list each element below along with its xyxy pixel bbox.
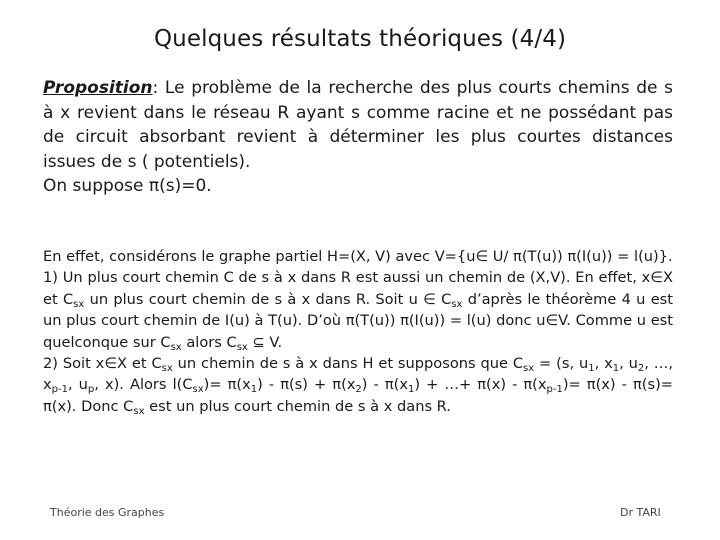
- text-fragment: , u: [67, 376, 88, 394]
- subscript: p-1: [546, 384, 563, 396]
- text-fragment: un chemin de s à x dans H et supposons que C: [172, 355, 524, 373]
- text-fragment: alors C: [181, 333, 237, 351]
- text-fragment: ⊆ V.: [247, 333, 283, 351]
- text-fragment: , u: [619, 355, 638, 373]
- subscript: sx: [451, 298, 463, 310]
- proof-intro: En effet, considérons le graphe partiel H=(X, V) avec V={u∈ U/ π(T(u)) π(I(u)) = l(u)}.: [43, 248, 673, 265]
- proposition-block: [43, 76, 673, 199]
- proof-part-1: [43, 267, 673, 353]
- proof-block: [43, 246, 673, 417]
- text-fragment: est un plus court chemin de s à x dans R.: [144, 397, 451, 415]
- proposition-paragraph: [43, 76, 673, 174]
- subscript: sx: [192, 384, 204, 396]
- footer-author: Dr TARI: [620, 506, 661, 519]
- footer-course-title: Théorie des Graphes: [50, 506, 165, 519]
- proposition-text: : Le problème de la recherche des plus courts chemins de s à x revient dans le réseau R ayant s comme racine et ne possédant pas de circuit absorbant revient à déterminer les plus courtes distances issues de s ( potentiels).: [43, 78, 673, 172]
- subscript: 1: [612, 363, 620, 375]
- text-fragment: = (s, u: [534, 355, 589, 373]
- text-fragment: , …, x: [43, 355, 674, 394]
- subscript: sx: [73, 298, 85, 310]
- subscript: 1: [407, 384, 415, 396]
- subscript: sx: [133, 405, 145, 417]
- subscript: p-1: [51, 384, 68, 396]
- subscript: sx: [523, 363, 535, 375]
- proof-part-2: [43, 353, 673, 417]
- text-fragment: ) + …+ π(x) - π(x: [414, 376, 547, 394]
- text-fragment: , x: [594, 355, 613, 373]
- text-fragment: )= π(x: [203, 376, 251, 394]
- text-fragment: )= π(x) - π(s)= π(x). Donc C: [43, 376, 673, 415]
- text-fragment: d’après le théorème 4 u est un plus court chemin de I(u) à T(u). D’où π(T(u)) π(I(u)) = l(u) donc u∈V. Comme u est quelconque sur C: [43, 290, 673, 351]
- text-fragment: ) - π(s) + π(x: [257, 376, 356, 394]
- subscript: p: [87, 384, 95, 396]
- subscript: 2: [637, 363, 645, 375]
- subscript: 1: [250, 384, 258, 396]
- text-fragment: 1) Un plus court chemin C de s à x dans R est aussi un chemin de (X,V). En effet, x∈X et C: [43, 269, 673, 308]
- subscript: sx: [170, 341, 182, 353]
- slide-title: Quelques résultats théoriques (4/4): [153, 26, 567, 52]
- proposition-assumption: On suppose π(s)=0.: [43, 176, 212, 196]
- subscript: sx: [161, 363, 173, 375]
- text-fragment: ) - π(x: [361, 376, 408, 394]
- text-fragment: 2) Soit x∈X et C: [43, 355, 162, 373]
- subscript: 1: [588, 363, 595, 375]
- subscript: 2: [355, 384, 362, 396]
- text-fragment: , x). Alors l(C: [94, 376, 193, 394]
- proposition-keyword: Proposition: [43, 78, 153, 98]
- subscript: sx: [236, 341, 248, 353]
- text-fragment: un plus court chemin de s à x dans R. Soit u ∈ C: [84, 290, 452, 308]
